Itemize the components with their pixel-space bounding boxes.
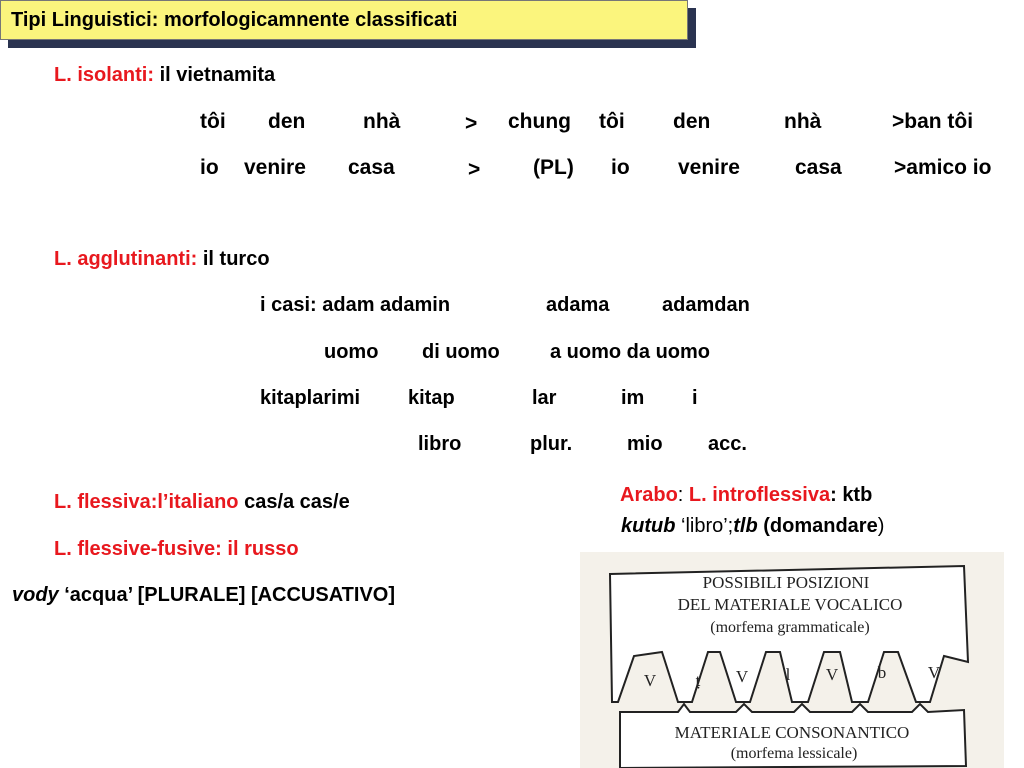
slot-letter: V [735,667,749,686]
agglutinating-heading [54,248,270,270]
tr-morph: kitap [408,387,455,409]
slot-letter: V [927,663,941,682]
figure-title-line1: POSSIBILI POSIZIONI [702,573,870,592]
tr-case: adama [546,294,610,316]
figure-bottom-line2: (morfema lessicale) [730,745,858,762]
flexive-example: cas/a cas/e [244,491,350,513]
tr-morph-gloss: plur. [530,433,573,455]
fusive-gloss: ‘acqua’ [PLURALE] [ACCUSATIVO] [64,584,396,606]
vn-gloss: io [611,156,630,179]
vn-gloss: io [200,156,219,179]
vn-gloss: casa [348,156,395,179]
arabic-word: tlb [733,515,758,537]
agglutinating-language: il turco [202,248,270,270]
vn-gloss: venire [678,156,740,179]
vn-word: tôi [599,110,625,133]
vn-word: den [268,110,306,133]
arabic-word: kutub [621,515,676,537]
tr-case-gloss: uomo [324,341,379,363]
tr-morph-gloss: mio [627,433,663,455]
fusive-example [12,584,395,606]
introflexive-root: ktb [842,484,873,506]
vn-arrow: > [465,112,478,135]
fusive-label: L. flessive-fusive: il russo [54,538,299,560]
flexive-line [54,491,350,513]
slot-letter: b [877,663,887,682]
flexive-label: L. flessiva:l’italiano [54,491,239,513]
slot-letter: V [825,665,839,684]
slot-letter: V [643,671,657,690]
slide-title: Tipi Linguistici: morfologicamnente classificati [11,9,458,31]
isolating-label: L. isolanti: [54,64,154,86]
introflexive-colon: : [677,484,684,506]
tr-morph: i [692,387,698,409]
tr-case-gloss: di uomo [422,341,500,363]
slot-letter: ṭ [695,671,701,690]
introflexive-examples [621,515,884,537]
vn-word: nhà [363,110,401,133]
vn-word: den [673,110,711,133]
tr-morph: im [621,387,645,409]
tr-cases: i casi: adam adamin [260,294,451,316]
vn-arrow: > [468,158,481,181]
introflexive-lang: Arabo [620,484,678,506]
tr-case: adamdan [662,294,750,316]
figure-title-line2: DEL MATERIALE VOCALICO [677,595,903,614]
tr-morph: lar [532,387,557,409]
isolating-language: il vietnamita [159,64,276,86]
introflexive-colon: : [830,484,837,506]
fusive-word: vody [12,584,59,606]
vn-gloss: (PL) [533,156,574,179]
vn-word: >ban tôi [892,110,974,133]
tr-morph-gloss: acc. [708,433,747,455]
introflexive-label: L. introflessiva [688,484,831,506]
vn-gloss: casa [795,156,842,179]
arabic-gloss-paren: ) [877,515,885,537]
figure-title-line3: (morfema grammaticale) [710,619,870,636]
tr-morph-gloss: libro [418,433,462,455]
figure-bottom-line1: MATERIALE CONSONANTICO [674,723,910,742]
vn-gloss: >amico io [894,156,992,179]
vn-word: chung [508,110,571,133]
title-box [0,0,688,40]
agglutinating-label: L. agglutinanti: [54,248,198,270]
tr-word: kitaplarimi [260,387,361,409]
slot-letter: l [785,665,791,684]
vocalic-positions-figure [580,552,1004,768]
vn-word: tôi [200,110,226,133]
introflexive-line [620,484,872,506]
vn-word: nhà [784,110,822,133]
isolating-heading [54,64,275,86]
arabic-gloss: ‘libro’; [681,515,734,537]
arabic-gloss: (domandare [763,515,878,537]
tr-case-gloss: a uomo da uomo [550,341,710,363]
vn-gloss: venire [244,156,306,179]
